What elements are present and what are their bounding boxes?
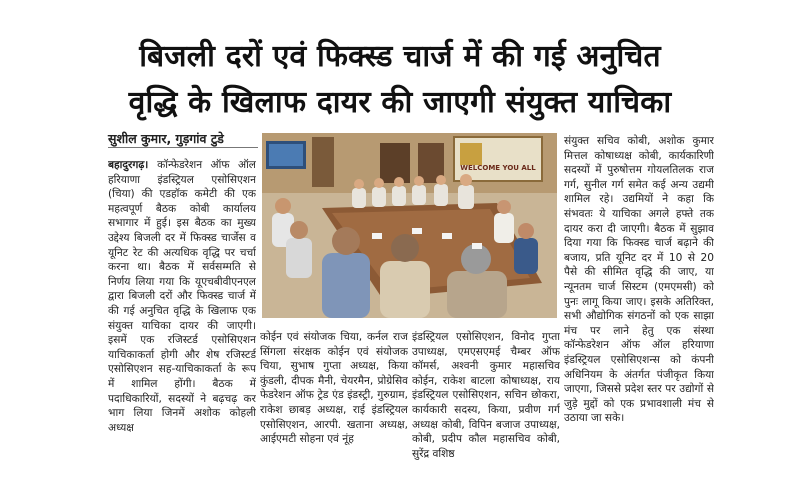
article-column-2 <box>260 330 408 470</box>
article-text-4: संयुक्त सचिव कोबी, अशोक कुमार मित्तल कोषाध्यक्ष कोबी, कार्यकारिणी सदस्यों में पुरुषोत्तम गोयलतिलक राज गर्ग, सुनील गर्ग समेत कई अन्य उद्यमी शामिल रहे। उद्यमियों ने कहा कि संभवतः ये याचिका अगले हफ्ते तक दायर करा दी जाएगी। बैठक में सुझाव दिया गया कि फिक्स्ड चार्ज बढ़ाने की बजाय, प्रति यूनिट दर में 10 से 20 पैसे की सीमित वृद्धि की जाए, या न्यूनतम चार्ज सिस्टम (एमएमसी) को पुनः लागू किया जाए। इसके अतिरिक्त, सभी औद्योगिक संगठनों को एक साझा मंच पर लाने हेतु एक संस्था कॉन्फेडरेशन ऑफ ऑल हरियाणा इंडस्ट्रियल एसोसिएशन्स को कंपनी अधिनियम के अंतर्गत पंजीकृत किया जाएगा, जिससे प्रदेश स्तर पर उद्योगों से जुड़े मुद्दों को एक प्रभावशाली मंच से उठाया जा सके। <box>564 135 714 425</box>
article-column-3 <box>412 330 560 470</box>
article-column-1 <box>108 158 256 466</box>
article-text-3: इंडस्ट्रियल एसोसिएशन, विनोद गुप्ता उपाध्यक्ष, एमएसएमई चैम्बर ऑफ कॉमर्स, अश्वनी कुमार महासचिव कोईन, राकेश बाटला कोषाध्यक्ष, राय इंडस्ट्रियल एसोसिएशन, सचिन छोकरा, कार्यकारी सदस्य, किया, प्रवीण गर्ग अध्यक्ष कोबी, विपिन बजाज उपाध्यक्ष, कोबी, प्रदीप कौल महासचिव कोबी, सुरेंद्र वशिष्ठ <box>412 331 560 460</box>
article-text-2: कोईन एवं संयोजक चिया, कर्नल राज सिंगला संरक्षक कोईन एवं संयोजक चिया, सुभाष गुप्ता अध्यक्ष, किया कुंडली, दीपक मैनी, चेयरमैन, प्रोग्रेसिव फेडरेशन ऑफ ट्रेड एंड इंडस्ट्री, गुरुग्राम, राकेश छाबड़ अध्यक्ष, राई इंडस्ट्रियल एसोसिएशन, आरपी. खताना अध्यक्ष, आईएमटी सोहना एवं नूंह <box>260 331 408 446</box>
dateline: बहादुरगढ़। <box>108 159 158 171</box>
headline-line-2: वृद्धि के खिलाफ दायर की जाएगी संयुक्त याचिका <box>128 85 672 120</box>
byline-rule <box>108 147 258 148</box>
headline-line-1: बिजली दरों एवं फिक्स्ड चार्ज में की गई अनुचित <box>139 39 661 74</box>
welcome-banner-text: WELCOME YOU ALL <box>460 164 536 172</box>
meeting-photo <box>262 133 557 318</box>
meeting-photo-illustration <box>262 133 557 318</box>
article-column-4 <box>564 134 714 470</box>
byline: सुशील कुमार, गुड़गांव टुडे <box>108 131 224 146</box>
article-text-1: कॉन्फेडरेशन ऑफ ऑल हरियाणा इंडस्ट्रियल एसोसिएशन (चिया) की एडहॉक कमेटी की एक महत्वपूर्ण बैठक कोबी कार्यालय सभागार में हुई। इस बैठक का मुख्य उद्देश्य बिजली दर में फिक्स्ड चार्जेस व यूनिट रेट की अत्यधिक वृद्धि पर चर्चा करना था। बैठक में सर्वसम्मति से निर्णय लिया गया कि यूएचबीवीएनएल द्वारा बिजली दरों और फिक्स्ड चार्ज में की गई अनुचित वृद्धि के खिलाफ एक संयुक्त याचिका दायर की जाएगी। इसमें एक रजिस्टर्ड एसोसिएशन याचिकाकर्ता होगी और शेष रजिस्टर्ड एसोसिएशन सह-याचिकाकर्ता के रूप में शामिल होंगी। बैठक में पदाधिकारियों, सदस्यों ने बढ़चढ़ कर भाग लिया जिनमें अशोक कोहली अध्यक्ष <box>108 159 256 434</box>
